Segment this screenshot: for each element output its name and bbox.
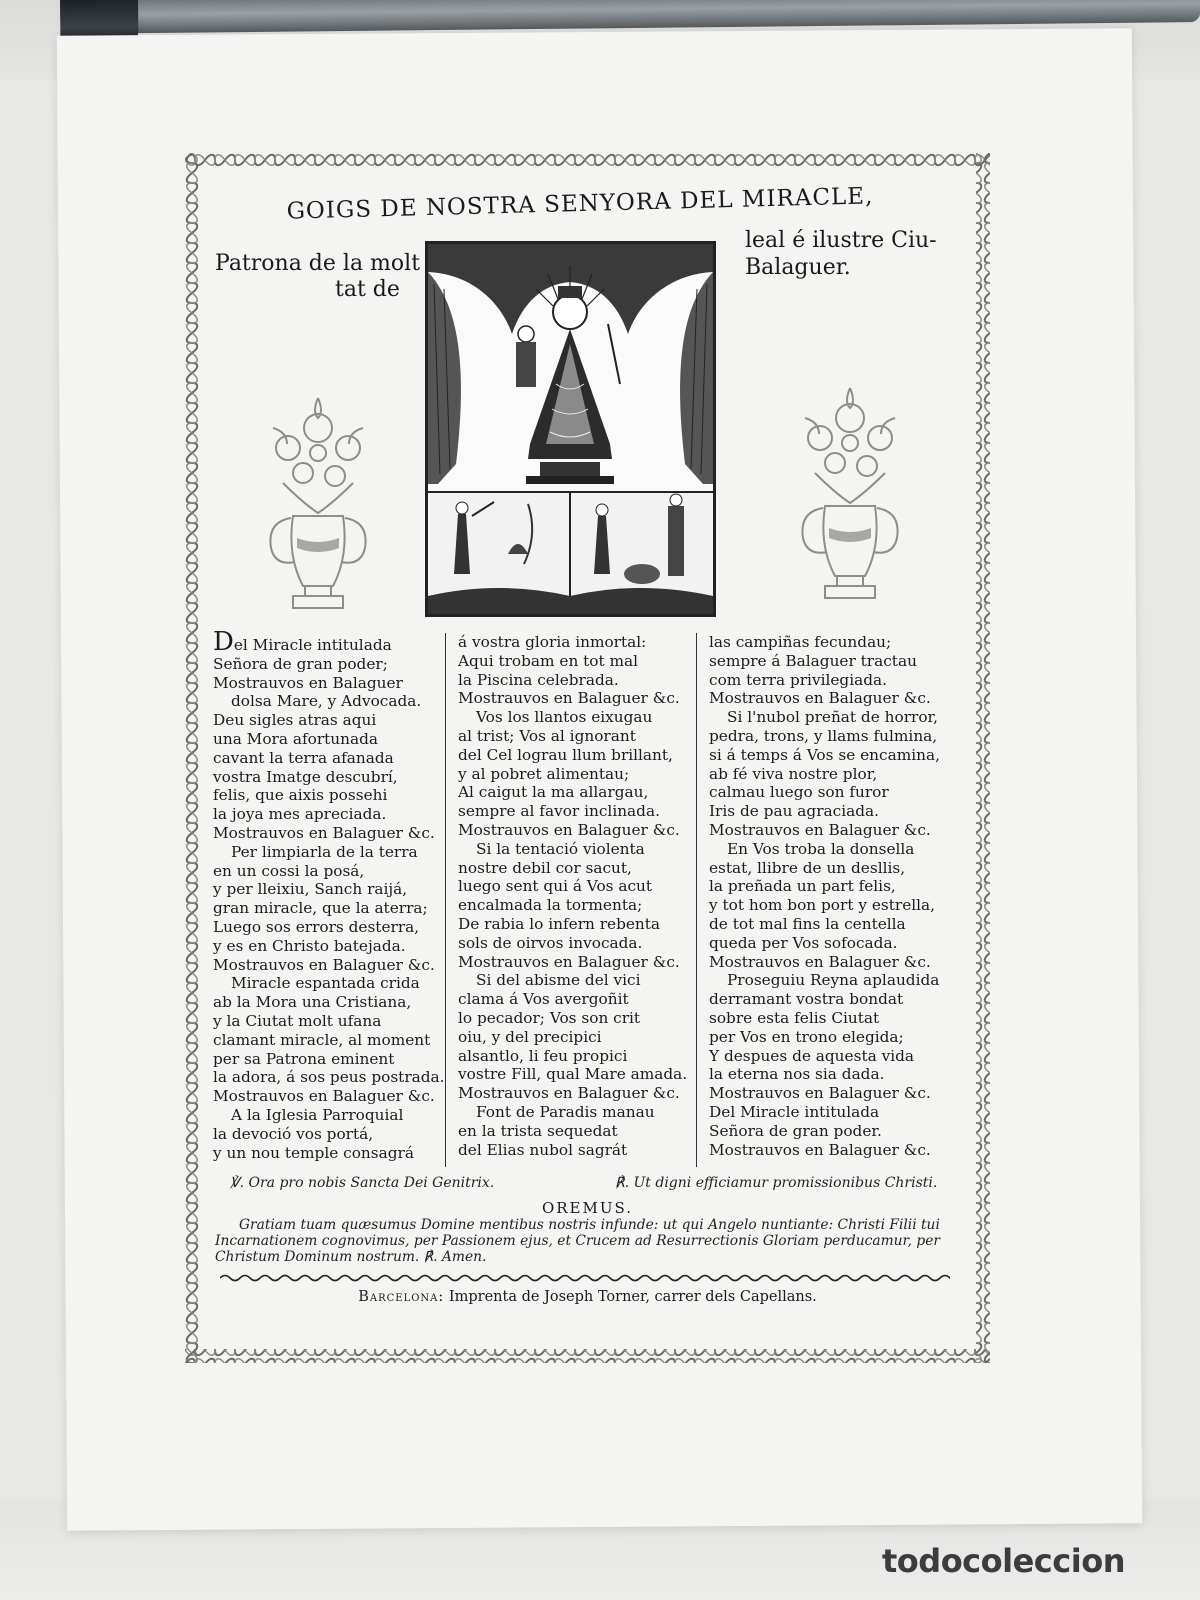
verse-line: Si del abisme del vici [476,971,641,990]
verse-line: de tot mal fins la centella [709,914,906,933]
verse-line: si á temps á Vos se encamina, [709,745,940,764]
verse-line: ab fé viva nostre plor, [709,764,878,783]
verse-line: Font de Paradis manau [476,1102,655,1121]
verse-line: Proseguiu Reyna aplaudida [727,971,940,990]
verse-line: luego sent qui á Vos acut [458,877,653,896]
verse-line: sobre esta felis Ciutat [709,1008,880,1027]
response: ℟. Ut digni efficiamur promissionibus Christi. [615,1175,938,1191]
verse-line: derramant vostra bondat [709,990,904,1009]
verse-line: Mostrauvos en Balaguer &c. [213,823,435,842]
verse-line: Mostrauvos en Balaguer &c. [458,1084,680,1103]
verse-line: en un cossi la posá, [213,861,365,880]
subtitle-left-2: tat de [335,277,400,302]
verse-line: clama á Vos avergoñit [458,990,629,1009]
verse-line: oiu, y del precipici [458,1027,602,1046]
verse-line: alsantlo, li feu propici [458,1046,628,1065]
verse-line: encalmada la tormenta; [458,896,643,915]
verse-line: Si l'nubol preñat de horror, [727,708,939,727]
versicle: ℣. Ora pro nobis Sancta Dei Genitrix. [230,1175,495,1191]
verse-line: Per limpiarla de la terra [231,842,418,861]
verse-line: cavant la terra afanada [213,748,394,767]
subtitle-right-2: Balaguer. [745,255,851,280]
verse-line: Mostrauvos en Balaguer [213,673,403,692]
verse-line: ab la Mora una Cristiana, [213,993,412,1012]
verse-line: y es en Christo batejada. [213,936,406,955]
verse-line: la Piscina celebrada. [458,670,619,689]
verse-line: En Vos troba la donsella [727,839,915,858]
verse-line: Mostrauvos en Balaguer &c. [458,952,680,971]
page-title: GOIGS DE NOSTRA SENYORA DEL MIRACLE, [286,183,874,225]
verse-line: Vos los llantos eixugau [476,708,653,727]
verse-column-3 [696,633,955,1167]
verse-line: per sa Patrona eminent [213,1049,395,1068]
verse-line: Mostrauvos en Balaguer &c. [458,689,680,708]
subtitle-right-1: leal é ilustre Ciu- [745,228,937,253]
imprint [185,1289,990,1305]
verse-line: estat, llibre de un desllis, [709,858,906,877]
verse-line: Mostrauvos en Balaguer &c. [709,820,931,839]
verse-line: Señora de gran poder; [213,654,388,673]
verse-line: y la Ciutat molt ufana [213,1011,382,1030]
verse-line: Mostrauvos en Balaguer &c. [709,689,931,708]
verse-line: Del Miracle intitulada [709,1102,880,1121]
verse-line: Del Miracle intitulada [213,627,392,657]
verse-line: Si la tentació violenta [476,839,645,858]
goigs-print [185,153,990,1363]
verse-line: sempre al favor inclinada. [458,802,660,821]
verses [213,627,973,1167]
verse-line: Y despues de aquesta vida [709,1046,915,1065]
verse-line: Aqui trobam en tot mal [458,651,639,670]
verse-line: calmau luego son furor [709,783,889,802]
verse-line: la devoció vos portá, [213,1124,374,1143]
verse-line: Mostrauvos en Balaguer &c. [458,820,680,839]
verse-line: Mostrauvos en Balaguer &c. [213,955,435,974]
verse-line: en la trista sequedat [458,1121,618,1140]
verse-line: y un nou temple consagrá [213,1143,414,1162]
verse-line: vostre Fill, qual Mare amada. [458,1065,688,1084]
virgin-and-child-woodcut-icon [425,241,716,617]
verse-line: sempre á Balaguer tractau [709,651,917,670]
verse-column-1 [213,627,445,1167]
verse-line: la joya mes apreciada. [213,805,387,824]
subtitle-left-1: Patrona de la molt [215,251,421,276]
verse-line: queda per Vos sofocada. [709,933,898,952]
verse-line: Iris de pau agraciada. [709,802,879,821]
verse-line: felis, que aixis possehi [213,786,388,805]
verse-line: com terra privilegiada. [709,670,888,689]
verse-line: Miracle espantada crida [231,974,420,993]
verse-line: Mostrauvos en Balaguer &c. [709,1084,931,1103]
flower-vase-icon [785,378,915,608]
verse-line: la eterna nos sia dada. [709,1065,885,1084]
verse-line: Deu sigles atras aqui [213,711,377,730]
verse-line: las campiñas fecundau; [709,633,892,651]
verse-line: clamant miracle, al moment [213,1030,431,1049]
verse-line: y al pobret alimentau; [458,764,630,783]
verse-line: Mostrauvos en Balaguer &c. [709,1140,931,1159]
verse-line: y tot hom bon port y estrella, [709,896,936,915]
verse-line: per Vos en trono elegida; [709,1027,904,1046]
oremus-prayer: Gratiam tuam quæsumus Domine mentibus nostris infunde: ut qui Angelo nuntiante: Christi Filii tui Incarnationem cognovimus, per Passionem ejus, et Crucem ad Resurrectionis Gloriam perducamur, per Christum Dominum nostrum. ℟. Amen. [215,1217,940,1265]
verse-line: De rabia lo infern rebenta [458,914,661,933]
verse-line: la preñada un part felis, [709,877,896,896]
verse-line: vostra Imatge descubrí, [213,767,398,786]
watermark: todocoleccion [882,1542,1125,1580]
verse-line: del Elias nubol sagrát [458,1140,628,1159]
imprint-details: Imprenta de Joseph Torner, carrer dels Capellans. [444,1289,817,1305]
verse-line: Mostrauvos en Balaguer &c. [709,952,931,971]
verse-line: Al caigut la ma allargau, [458,783,649,802]
verse-line: pedra, trons, y llams fulmina, [709,726,938,745]
verse-line: lo pecador; Vos son crit [458,1008,641,1027]
flower-vase-icon [253,388,383,618]
verse-line: Señora de gran poder. [709,1121,882,1140]
oremus-heading: OREMUS. [541,1199,634,1217]
verse-line: á vostra gloria inmortal: [458,633,647,651]
verse-line: al trist; Vos al ignorant [458,726,636,745]
wavy-rule-icon [220,1273,950,1283]
verse-column-2 [445,633,696,1167]
verse-line: y per lleixiu, Sanch raijá, [213,880,408,899]
verse-line: la adora, á sos peus postrada. [213,1068,445,1087]
verse-line: nostre debil cor sacut, [458,858,632,877]
verse-line: Mostrauvos en Balaguer &c. [213,1087,435,1106]
verse-line: dolsa Mare, y Advocada. [231,692,422,711]
imprint-city: Barcelona: [358,1289,445,1305]
verse-line: del Cel lograu llum brillant, [458,745,673,764]
verse-line: sols de oirvos invocada. [458,933,643,952]
verse-line: A la Iglesia Parroquial [231,1105,404,1124]
verse-line: Luego sos errors desterra, [213,917,420,936]
verse-line: una Mora afortunada [213,729,379,748]
verse-line: gran miracle, que la aterra; [213,899,428,918]
